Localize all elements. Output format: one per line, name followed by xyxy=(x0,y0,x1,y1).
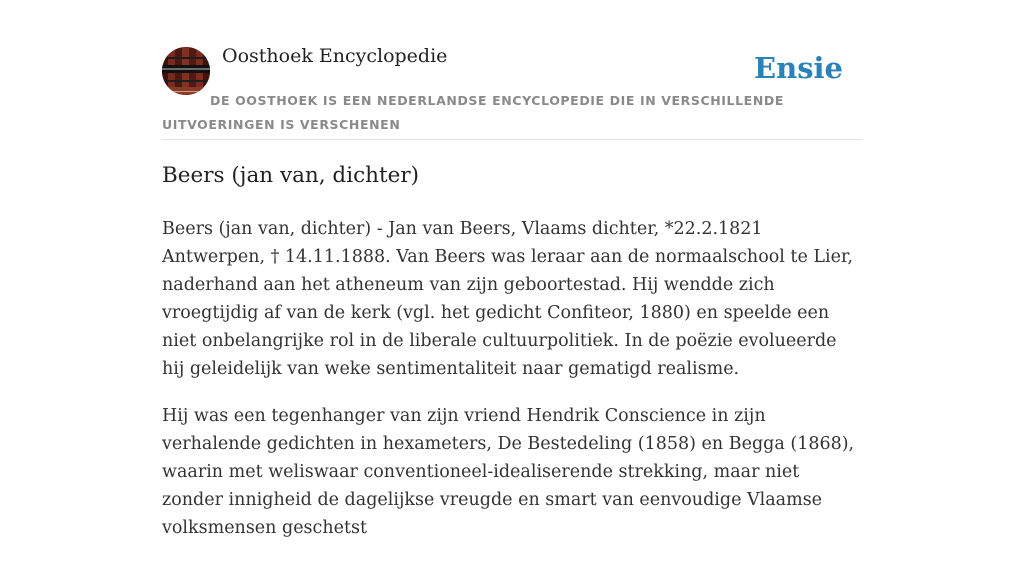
content-container xyxy=(162,0,862,538)
site-header xyxy=(162,0,862,140)
site-tagline: DE OOSTHOEK IS EEN NEDERLANDSE ENCYCLOPEDIE DIE IN VERSCHILLENDE UITVOERINGEN IS VERSCHENEN xyxy=(162,93,784,132)
article-body xyxy=(162,215,862,561)
article-paragraph: Hij was een tegenhanger van zijn vriend Hendrik Conscience in zijn verhalende gedichten in hexameters, De Bestedeling (1858) en Begga (1868), waarin met weliswaar conventioneel-idealiserende strekking, maar niet zonder innigheid de dagelijkse vreugde en smart van eenvoudige Vlaamse volksmensen geschetst xyxy=(162,406,855,538)
article-paragraph: Beers (jan van, dichter) - Jan van Beers, Vlaams dichter, *22.2.1821 Antwerpen, † 14.11.1888. Van Beers was leraar aan de normaalschool te Lier, naderhand aan het atheneum van zijn geboortestad. Hij wendde zich vroegtijdig af van de kerk (vgl. het gedicht Confiteor, 1880) en speelde een niet onbelangrijke rol in de liberale cultuurpolitiek. In de poëzie evolueerde hij geleidelijk van weke sentimentaliteit naar gematigd realisme. xyxy=(162,219,853,379)
article-title: Beers (jan van, dichter) xyxy=(162,163,419,188)
site-name[interactable]: Oosthoek Encyclopedie xyxy=(222,45,448,67)
brand-logo[interactable]: Ensie xyxy=(754,51,843,85)
encyclopedia-books-icon[interactable] xyxy=(162,47,210,95)
